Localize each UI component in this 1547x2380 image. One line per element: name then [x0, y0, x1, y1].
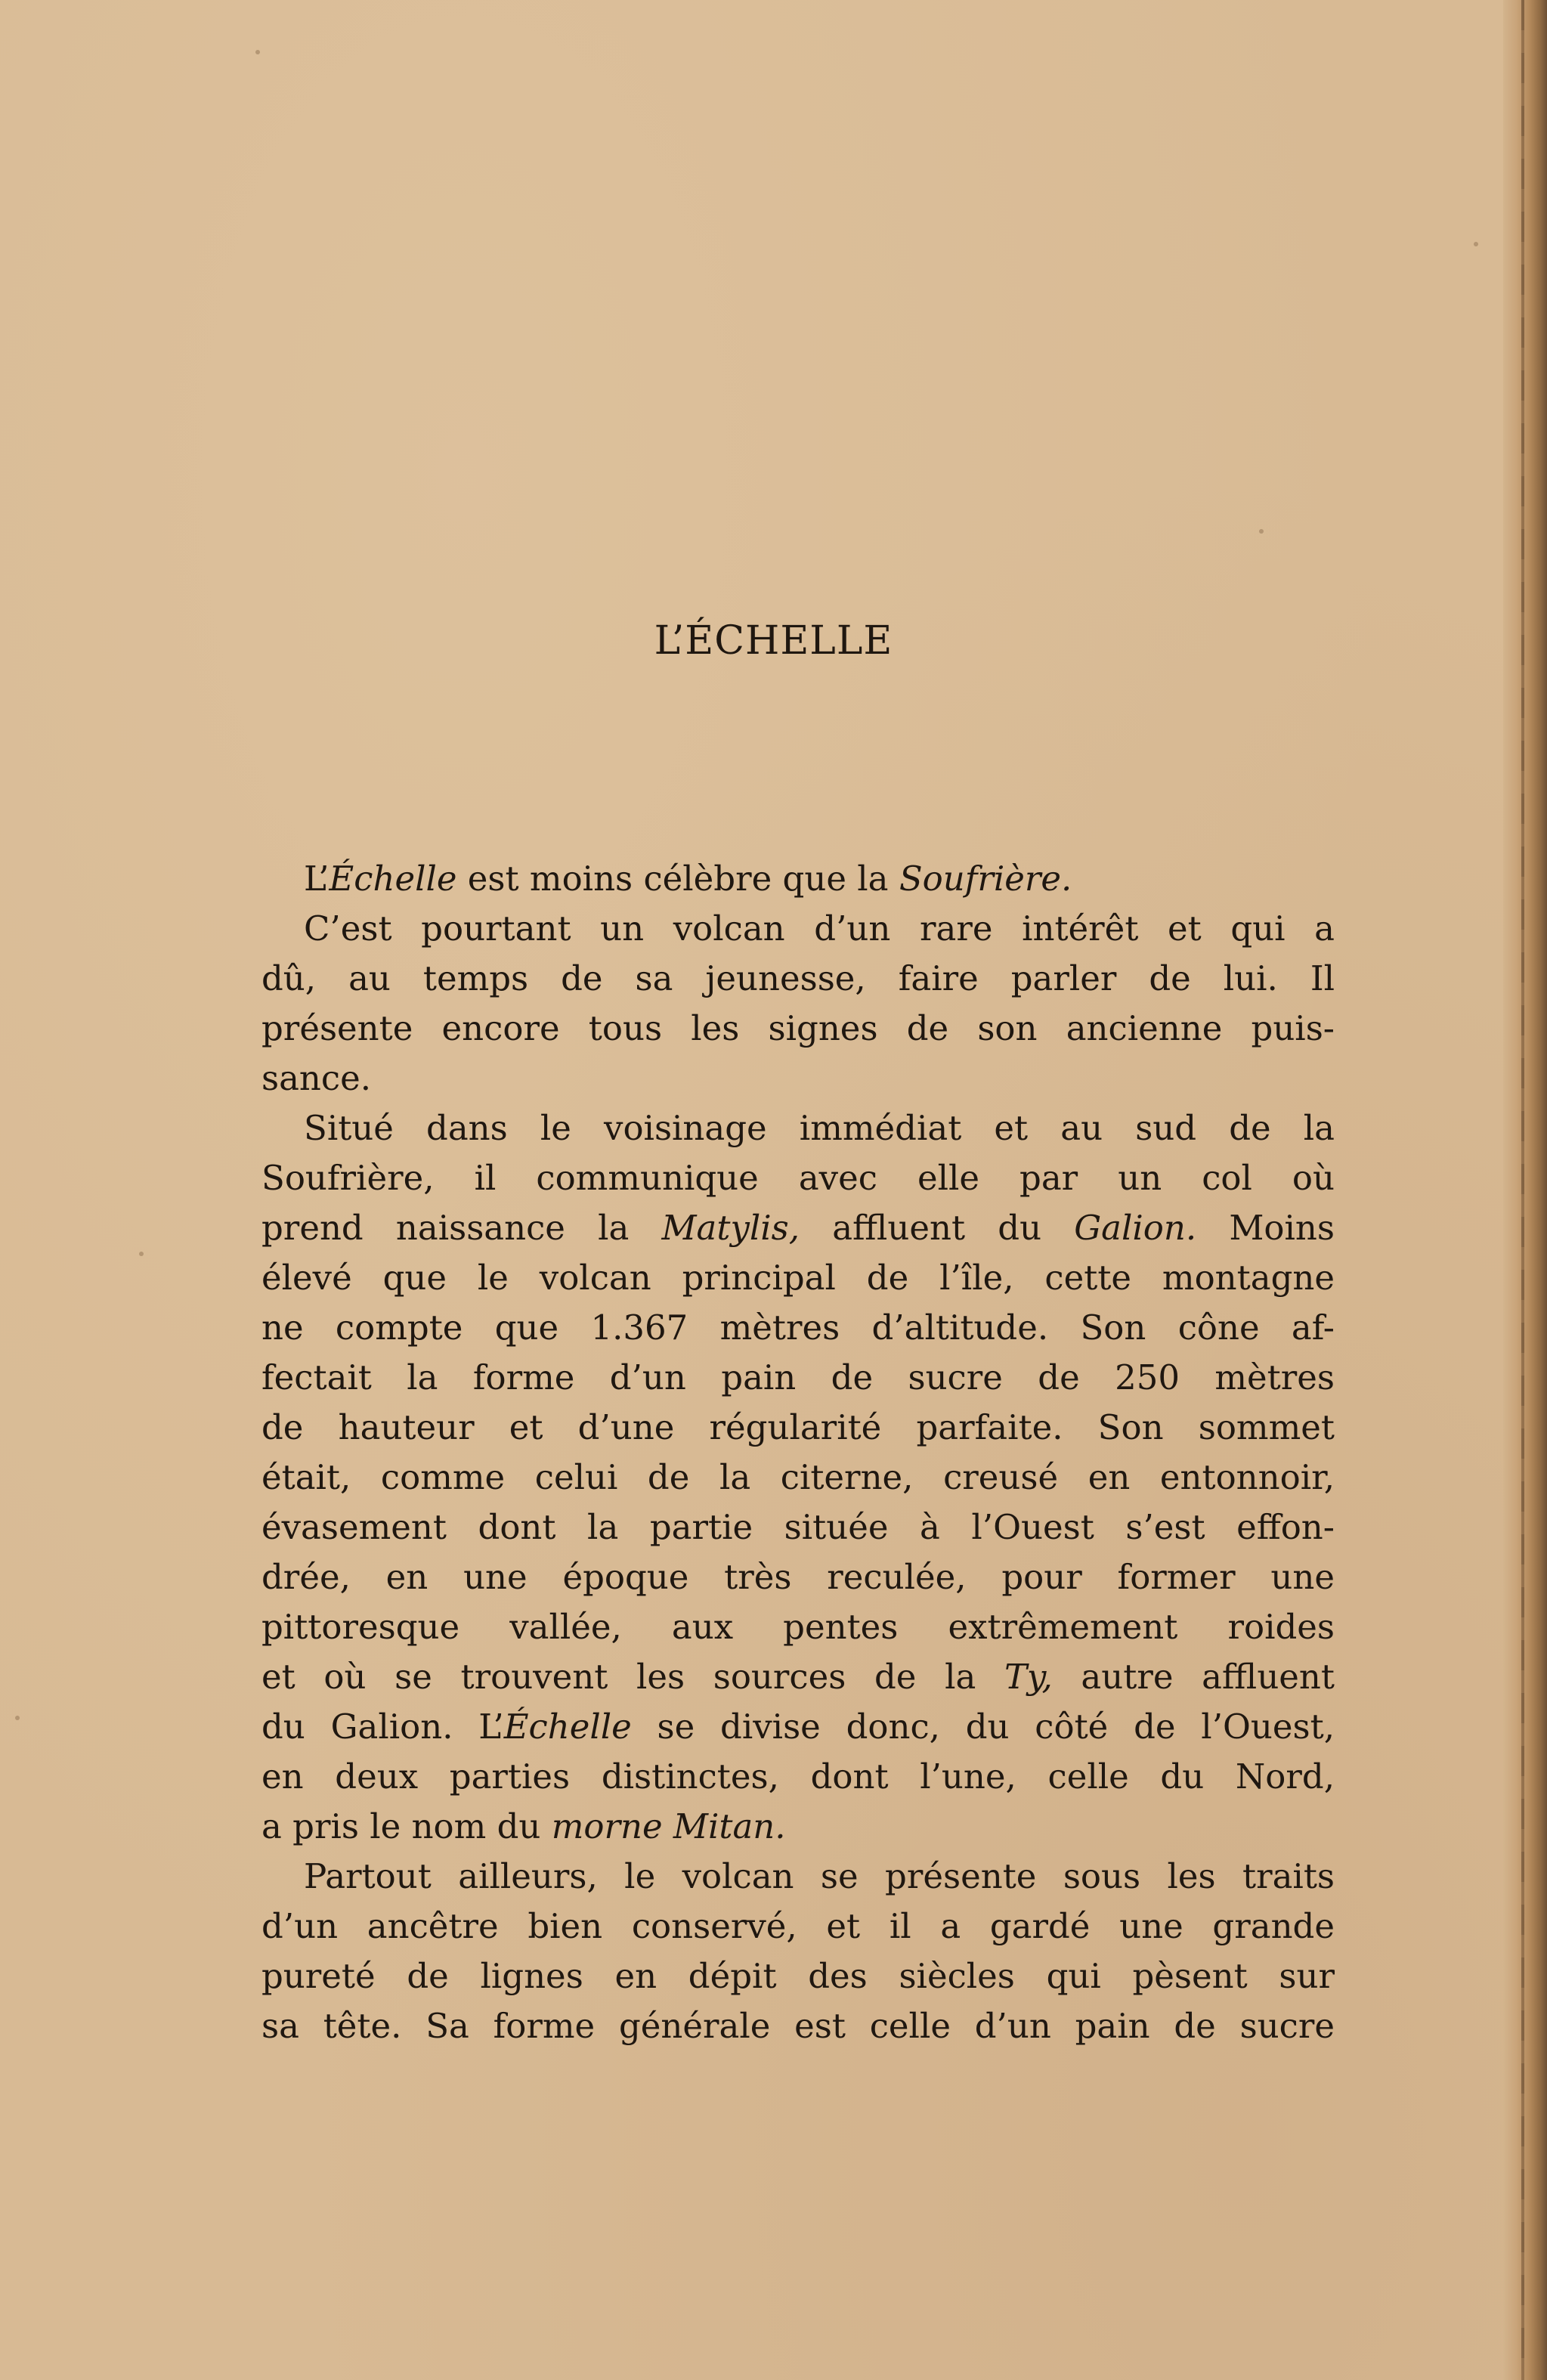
text-line [261, 1253, 1335, 1303]
text-line [261, 1902, 1335, 1951]
text-line [261, 1203, 1335, 1253]
text-line [261, 1403, 1335, 1453]
text-run: pittoresque vallée, aux pentes extrêmement roides [261, 1607, 1335, 1647]
text-line [261, 2001, 1335, 2051]
page-binding-stitch [1521, 0, 1524, 2380]
text-run: de hauteur et d’une régularité parfaite. Son sommet [261, 1407, 1335, 1447]
text-line [261, 1004, 1335, 1054]
text-line [261, 1054, 1335, 1103]
text-line [261, 954, 1335, 1004]
text-run: évasement dont la partie située à l’Ouest s’est effon- [261, 1507, 1335, 1547]
text-run: élevé que le volcan principal de l’île, cette montagne [261, 1258, 1335, 1298]
text-run: L’ [304, 859, 330, 899]
text-run: et où se trouvent les sources de la [261, 1657, 1004, 1697]
paper-speck [1259, 529, 1264, 534]
italic-text: Échelle [503, 1707, 632, 1747]
italic-text: Échelle [329, 859, 457, 899]
text-line [261, 1852, 1335, 1902]
text-run: présente encore tous les signes de son ancienne puis- [261, 1008, 1335, 1048]
text-run: drée, en une époque très reculée, pour former une [261, 1557, 1335, 1597]
text-line [261, 1752, 1335, 1802]
text-line [261, 1951, 1335, 2001]
text-run: C’est pourtant un volcan d’un rare intérêt et qui a [304, 908, 1335, 949]
text-line [261, 1103, 1335, 1153]
text-run: Soufrière, il communique avec elle par un col où [261, 1158, 1335, 1198]
text-run: Moins [1196, 1208, 1335, 1248]
text-run: se divise donc, du côté de l’Ouest, [631, 1707, 1335, 1747]
text-line [261, 904, 1335, 954]
text-line [261, 1353, 1335, 1403]
text-run: prend naissance la [261, 1208, 662, 1248]
text-line [261, 1153, 1335, 1203]
text-line [261, 1552, 1335, 1602]
text-run: sance. [261, 1058, 372, 1098]
text-run: a pris le nom du [261, 1806, 552, 1846]
text-line [261, 1702, 1335, 1752]
text-run: Partout ailleurs, le volcan se présente sous les traits [304, 1856, 1335, 1896]
page-binding-edge [1503, 0, 1547, 2380]
text-run: fectait la forme d’un pain de sucre de 250 mètres [261, 1357, 1335, 1397]
text-run: sa tête. Sa forme générale est celle d’un pain de sucre [261, 2006, 1335, 2046]
text-run: pureté de lignes en dépit des siècles qui pèsent sur [261, 1956, 1335, 1996]
paper-speck [255, 50, 260, 54]
text-line [261, 1652, 1335, 1702]
italic-text: Galion. [1074, 1208, 1197, 1248]
text-run: dû, au temps de sa jeunesse, faire parler de lui. Il [261, 958, 1335, 998]
text-run: affluent du [800, 1208, 1075, 1248]
text-run: est moins célèbre que la [456, 859, 899, 899]
text-line [261, 1303, 1335, 1353]
paper-speck [139, 1252, 144, 1256]
text-run: du Galion. L’ [261, 1707, 504, 1747]
italic-text: morne Mitan. [551, 1806, 786, 1846]
text-run: autre affluent [1052, 1657, 1335, 1697]
paper-speck [1474, 242, 1478, 246]
text-run: était, comme celui de la citerne, creusé en entonnoir, [261, 1457, 1335, 1497]
body-text [261, 854, 1335, 2051]
text-line [261, 1802, 1335, 1852]
italic-text: Soufrière. [899, 859, 1072, 899]
text-run: en deux parties distinctes, dont l’une, celle du Nord, [261, 1756, 1335, 1797]
text-line [261, 1602, 1335, 1652]
text-run: ne compte que 1.367 mètres d’altitude. Son cône af- [261, 1308, 1335, 1348]
italic-text: Ty, [1004, 1657, 1053, 1697]
paper-speck [15, 1716, 20, 1720]
text-run: d’un ancêtre bien conservé, et il a gardé une grande [261, 1906, 1335, 1946]
italic-text: Matylis, [661, 1208, 800, 1248]
text-line [261, 1503, 1335, 1552]
text-line [261, 1453, 1335, 1503]
chapter-title: L’ÉCHELLE [654, 618, 893, 664]
text-line [261, 854, 1335, 904]
text-run: Situé dans le voisinage immédiat et au sud de la [304, 1108, 1335, 1148]
